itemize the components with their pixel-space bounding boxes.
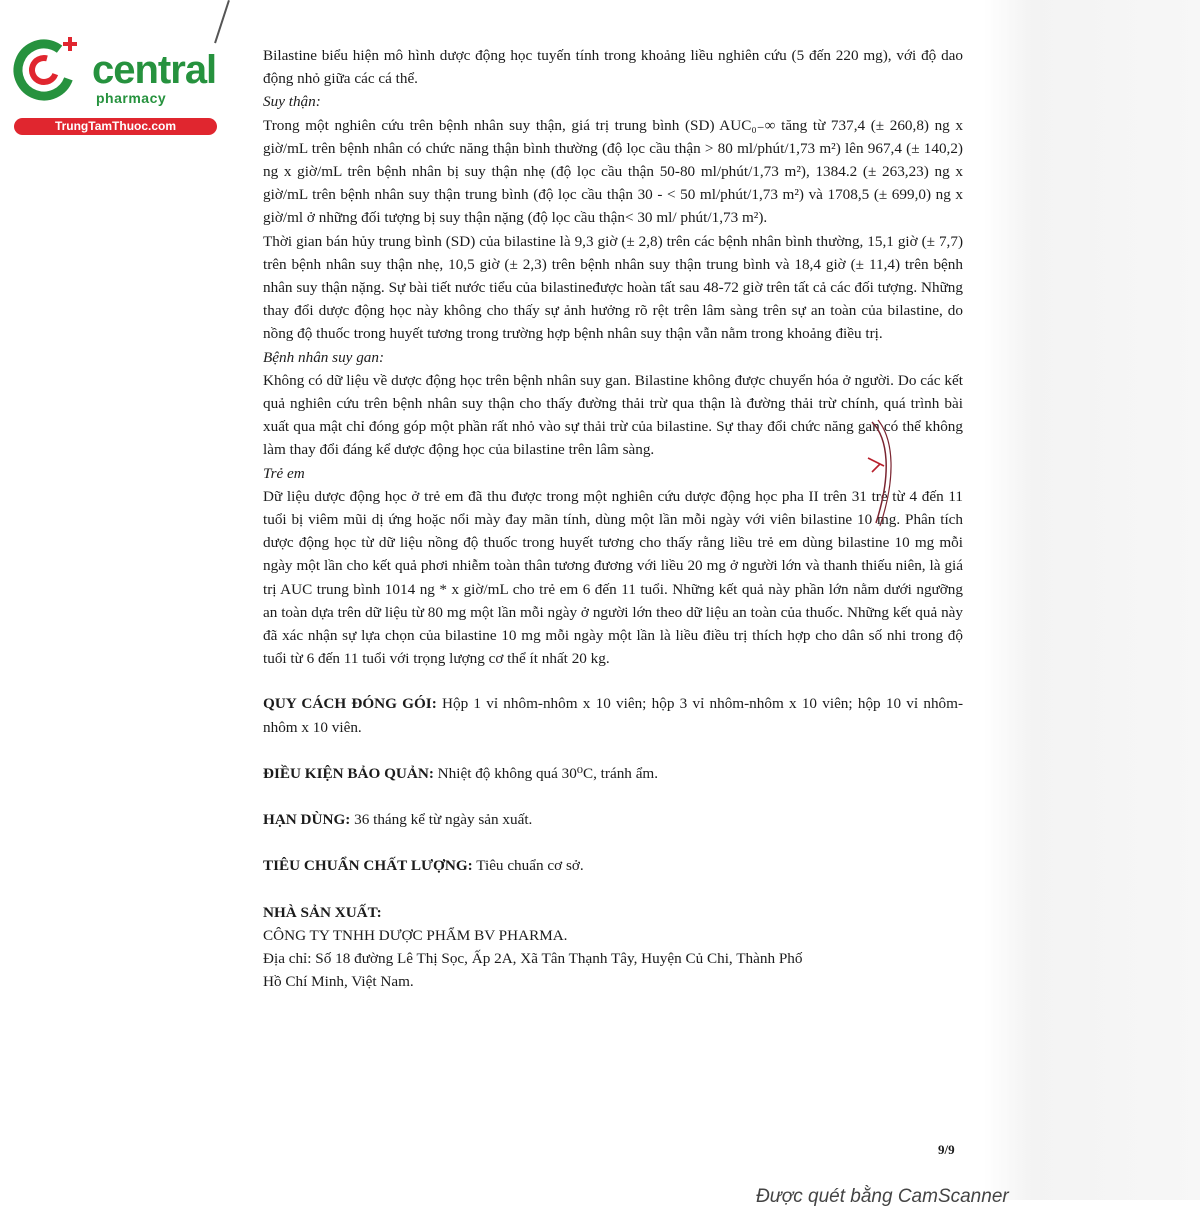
paragraph-children: Dữ liệu dược động học ở trẻ em đã thu được trong một nghiên cứu dược động học pha II trên 31 trẻ từ 4 đến 11 tuổi bị viêm mũi dị ứng hoặc nổi mày đay mãn tính, dùng một lần mỗi ngày với viên bilastine 10 mg. Phân tích dược động học từ dữ liệu nồng độ thuốc trong huyết tương cho thấy rằng liều trẻ em dùng bilastine 10 mg mỗi ngày một lần cho kết quả phơi nhiễm toàn thân tương đương với liều 20 mg ở người lớn và thanh thiếu niên, là giá trị AUC trung bình 1014 ng * x giờ/mL cho trẻ em 6 đến 11 tuổi. Những kết quả này phần lớn nằm dưới ngưỡng an toàn dựa trên dữ liệu từ 80 mg một lần mỗi ngày ở người lớn theo dữ liệu an toàn của thuốc. Những kết quả này đã xác nhận sự lựa chọn của bilastine 10 mg mỗi ngày một lần là liều điều trị thích hợp cho dân số nhi trong độ tuổi từ 6 đến 11 tuổi với trọng lượng cơ thể ít nhất 20 kg.	[263, 487, 963, 668]
heading-hepatic-impairment: Bệnh nhân suy gan:	[263, 348, 385, 366]
spacer	[263, 785, 963, 808]
logo-url-banner: TrungTamThuoc.com	[14, 118, 217, 135]
maker-address-1: Địa chỉ: Số 18 đường Lê Thị Sọc, Ấp 2A, Xã Tân Thạnh Tây, Huyện Củ Chi, Thành Phố	[263, 949, 803, 967]
packing-label: QUY CÁCH ĐÓNG GÓI:	[263, 695, 437, 713]
paragraph-linear-pk: Bilastine biểu hiện mô hình dược động học tuyến tính trong khoảng liều nghiên cứu (5 đến 220 mg), với độ dao động nhỏ giữa các cá thể.	[263, 47, 963, 88]
paragraph-renal-auc: Trong một nghiên cứu trên bệnh nhân suy thận, giá trị trung bình (SD) AUC₀₋∞ tăng từ 737,4 (± 260,8) ng x giờ/mL trên bệnh nhân có chức năng thận bình thường (độ lọc cầu thận > 80 ml/phút/1,73 m²) lên 967,4 (± 140,2) ng x giờ/mL trên bệnh nhân bị suy thận nhẹ (độ lọc cầu thận 50-80 ml/phút/1,73 m²), 1384.2 (± 263,23) ng x giờ/mL trên bệnh nhân suy thận trung bình (độ lọc cầu thận 30 - < 50 ml/phút/1,73 m²) và 1708,5 (± 699,0) ng x giờ/ml ở những đối tượng bị suy thận nặng (độ lọc cầu thận< 30 ml/ phút/1,73 m²).	[263, 116, 963, 227]
heading-children: Trẻ em	[263, 464, 305, 482]
spacer	[263, 831, 963, 854]
paragraph-renal-halflife: Thời gian bán hủy trung bình (SD) của bilastine là 9,3 giờ (± 2,8) trên các bệnh nhân bình thường, 15,1 giờ (± 7,7) trên bệnh nhân suy thận nhẹ, 10,5 giờ (± 2,3) trên bệnh nhân suy thận trung bình và 18,4 giờ (± 11,4) trên bệnh nhân suy thận nặng. Sự bài tiết nước tiểu của bilastineđược hoàn tất sau 48-72 giờ trên tất cả các đối tượng. Những thay đổi dược động học này không cho thấy sự ảnh hưởng rõ rệt trên lâm sàng trên sự an toàn của bilastine, do nồng độ thuốc trong huyết tương trong trường hợp bệnh nhân suy thận vẫn nằm trong khoảng điều trị.	[263, 232, 963, 343]
paragraph-hepatic: Không có dữ liệu về dược động học trên bệnh nhân suy gan. Bilastine không được chuyển hóa ở người. Do các kết quả nghiên cứu trên bệnh nhân suy thận cho thấy đường thải trừ qua thận là đường thải trừ chính, quá trình bài xuất qua mật chỉ đóng góp một phần rất nhỏ vào sự thải trừ của bilastine. Sự thay đổi chức năng gan có thể không làm thay đổi đáng kể dược động học của bilastine trên lâm sàng.	[263, 371, 963, 459]
expiry-label: HẠN DÙNG:	[263, 811, 351, 829]
logo-brand-sub: pharmacy	[96, 90, 167, 106]
section-manufacturer	[263, 901, 963, 924]
maker-address-2: Hồ Chí Minh, Việt Nam.	[263, 973, 414, 991]
section-expiry	[263, 808, 963, 831]
maker-label: NHÀ SẢN XUẤT:	[263, 903, 382, 921]
spacer	[263, 739, 963, 762]
section-quality	[263, 854, 963, 877]
storage-label: ĐIỀU KIỆN BẢO QUẢN:	[263, 764, 434, 782]
page-number: 9/9	[938, 1142, 955, 1157]
spacer	[263, 878, 963, 901]
signature-mark	[858, 418, 898, 528]
expiry-text: 36 tháng kể từ ngày sản xuất.	[350, 811, 533, 829]
section-packing	[263, 692, 963, 738]
quality-text: Tiêu chuẩn cơ sở.	[472, 857, 584, 875]
quality-label: TIÊU CHUẨN CHẤT LƯỢNG:	[263, 857, 473, 875]
logo-c-icon	[8, 36, 92, 116]
central-pharmacy-logo	[8, 36, 218, 136]
scanner-footer: Được quét bằng CamScanner	[756, 1186, 1009, 1207]
maker-name: CÔNG TY TNHH DƯỢC PHẨM BV PHARMA.	[263, 926, 568, 944]
logo-brand-name: central	[92, 48, 217, 92]
section-storage	[263, 762, 963, 785]
spacer	[263, 670, 963, 692]
storage-text: Nhiệt độ không quá 30⁰C, tránh ẩm.	[433, 764, 659, 782]
packing-text: Hộp 1 vỉ nhôm-nhôm x 10 viên; hộp 3 vỉ nhôm-nhôm x 10 viên; hộp 10 vỉ nhôm-nhôm x 10 viên.	[263, 695, 964, 736]
heading-renal-impairment: Suy thận:	[263, 93, 321, 111]
